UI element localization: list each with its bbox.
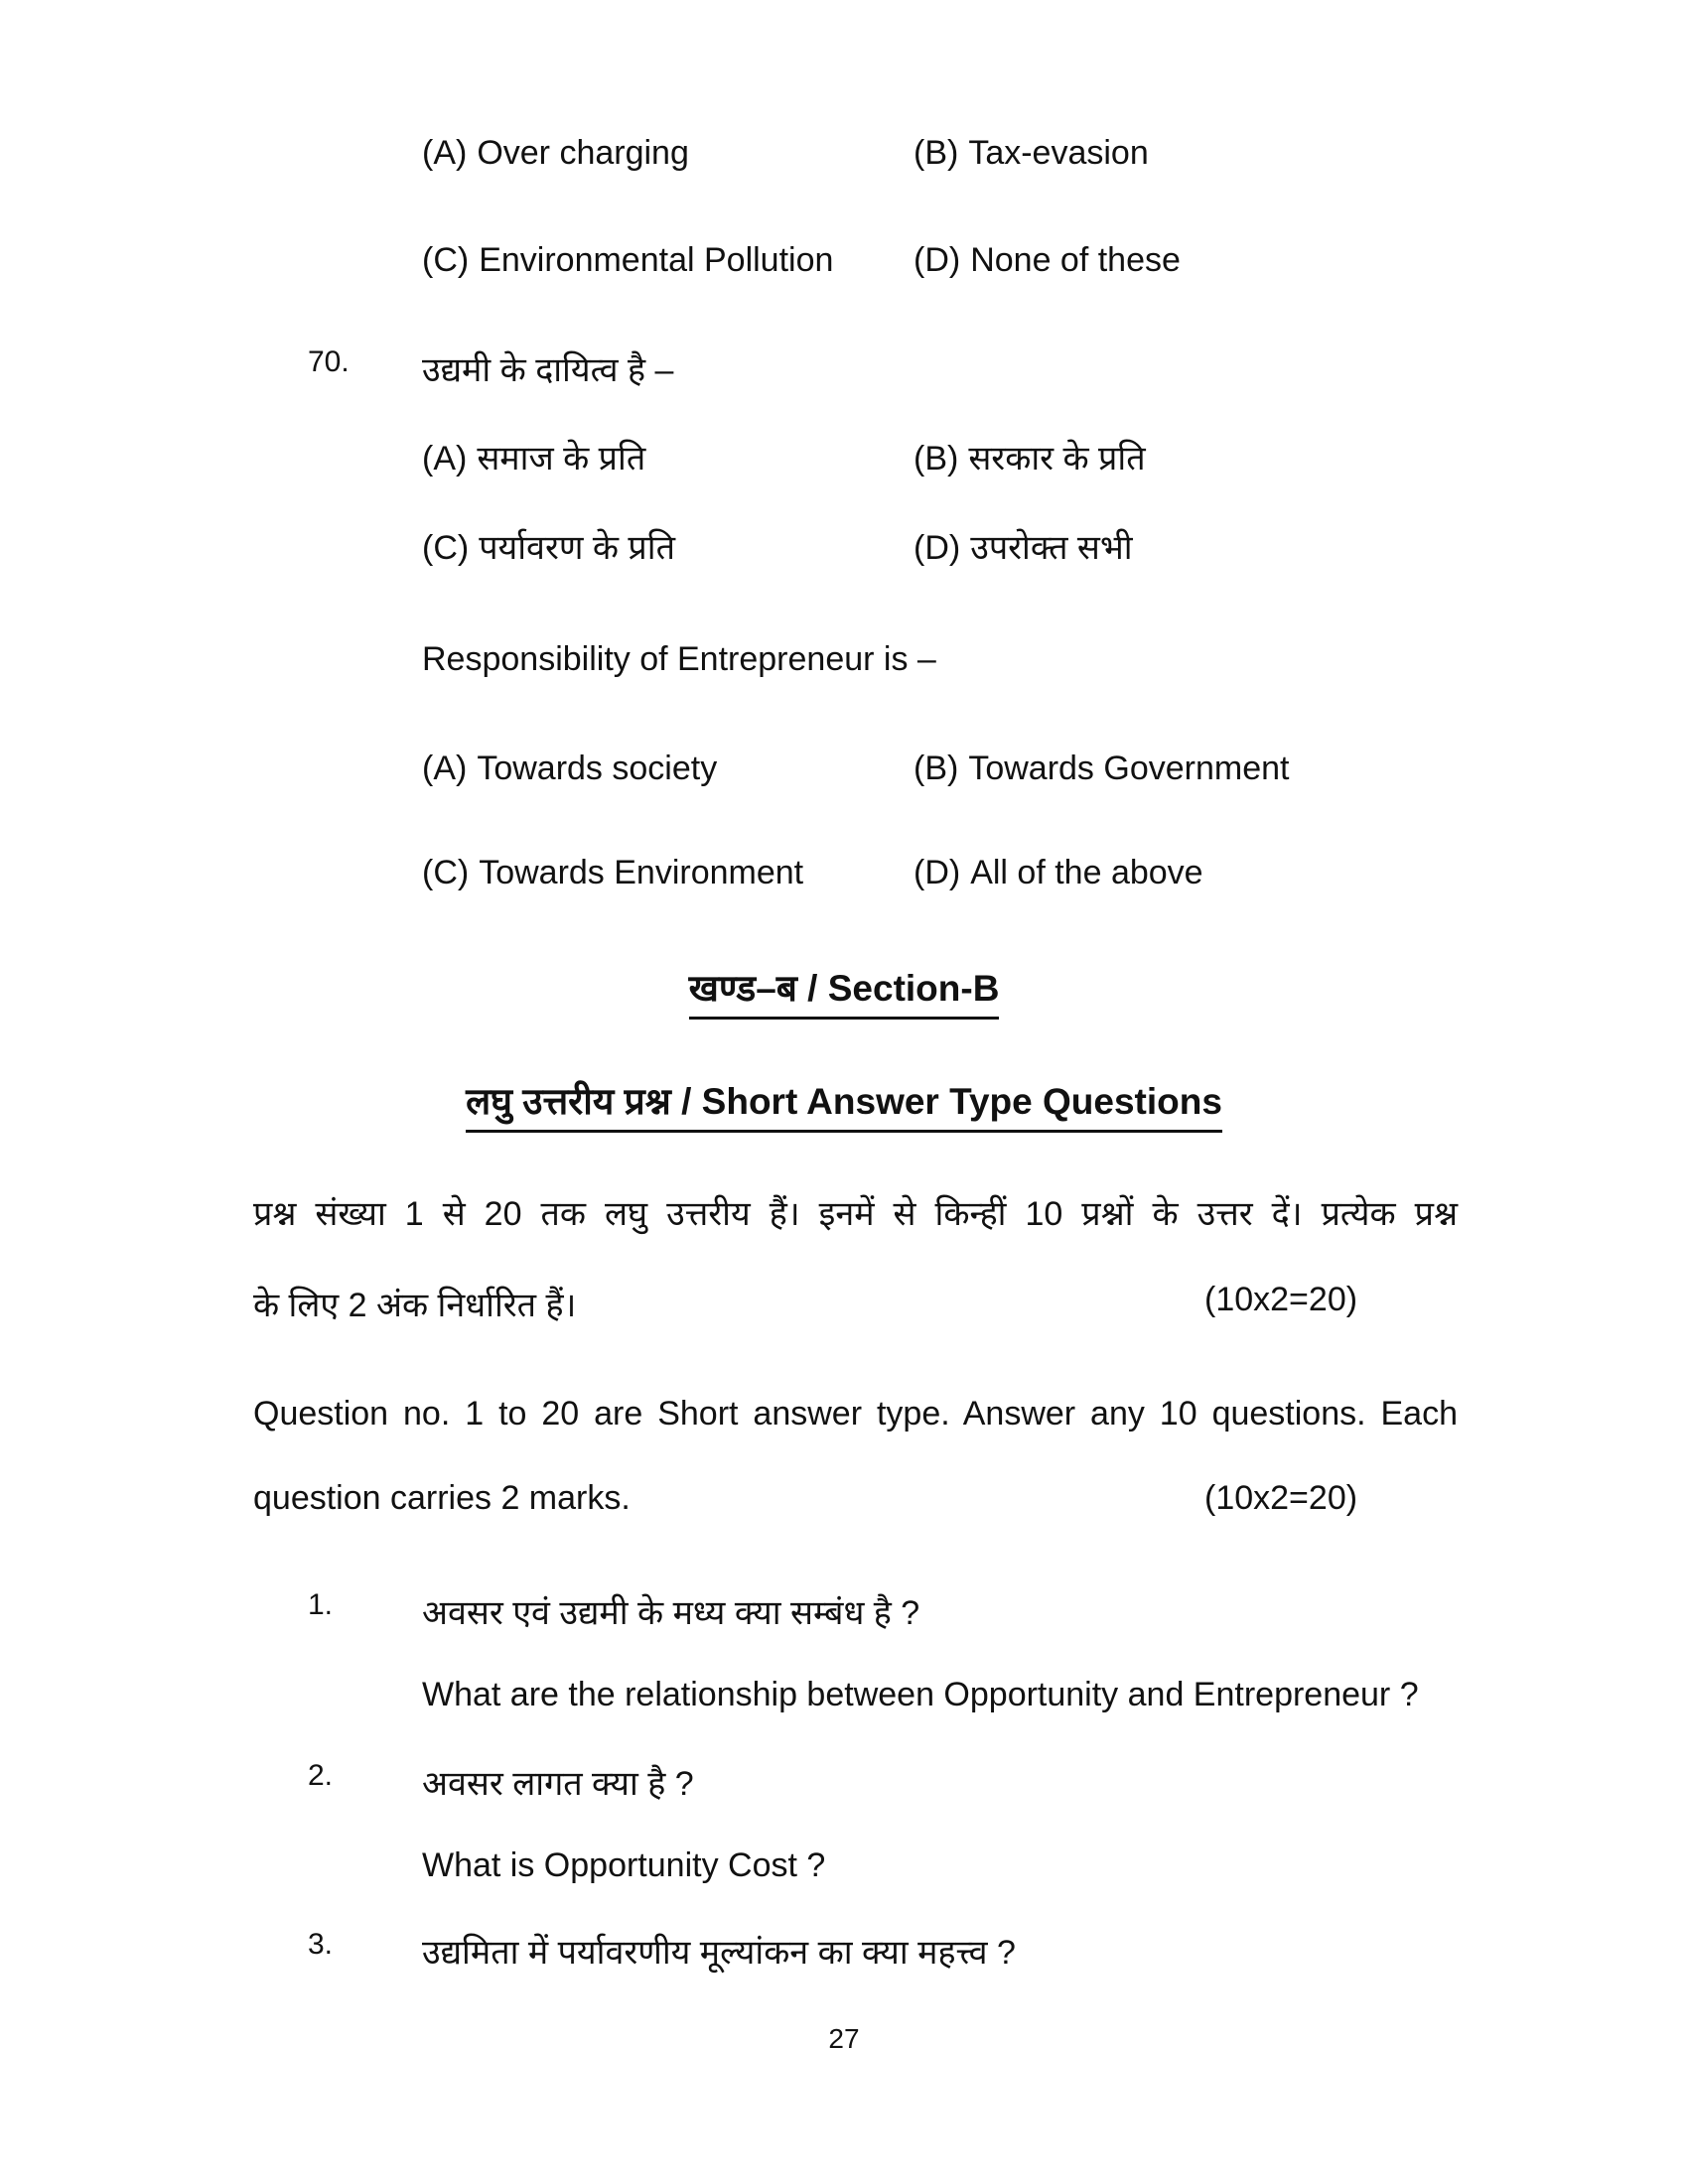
question-2-english-row bbox=[0, 1846, 1688, 1906]
q69-option-a bbox=[422, 134, 689, 173]
marks-scheme-english: (10x2=20) bbox=[1204, 1479, 1358, 1517]
question-number: 2. bbox=[308, 1759, 334, 1792]
q70-stem-hindi: उद्यमी के दायित्व है – bbox=[422, 351, 674, 389]
option-label: (D) bbox=[914, 241, 961, 279]
section-b-heading: खण्ड–ब / Section-B bbox=[689, 961, 1000, 1020]
marks-scheme-hindi: (10x2=20) bbox=[1204, 1281, 1358, 1318]
question-1-english: What are the relationship between Opportunity and Entrepreneur ? bbox=[422, 1676, 1419, 1713]
q70-english-options-row-2 bbox=[0, 854, 1688, 913]
q70-option-c-english bbox=[422, 854, 803, 892]
instructions-hindi-line-1: प्रश्न संख्या 1 से 20 तक लघु उत्तरीय हैं। इनमें से किन्हीं 10 प्रश्नों के उत्तर दें। प्रत्येक प्रश्न bbox=[253, 1195, 1458, 1233]
option-text: समाज के प्रति bbox=[477, 440, 646, 478]
option-label: (B) bbox=[914, 440, 959, 478]
option-text: None of these bbox=[970, 241, 1181, 279]
q70-option-b-hindi bbox=[914, 434, 1146, 479]
q69-option-b bbox=[914, 134, 1149, 173]
option-text: Over charging bbox=[477, 134, 689, 172]
option-text: Environmental Pollution bbox=[479, 241, 834, 279]
option-text: पर्यावरण के प्रति bbox=[479, 529, 675, 567]
q70-option-b-english bbox=[914, 750, 1289, 788]
option-label: (C) bbox=[422, 854, 470, 891]
q70-option-d-hindi bbox=[914, 523, 1133, 569]
option-label: (C) bbox=[422, 529, 470, 567]
q70-option-a-hindi bbox=[422, 434, 645, 479]
q69-options-row-2 bbox=[0, 241, 1688, 301]
option-text: Towards Government bbox=[968, 750, 1290, 787]
option-text: Towards Environment bbox=[479, 854, 804, 891]
q70-option-c-hindi bbox=[422, 523, 675, 569]
q70-stem-hindi-row bbox=[0, 345, 1688, 405]
instructions-english-line-2-text: question carries 2 marks. bbox=[253, 1479, 631, 1517]
q70-stem-english-row bbox=[0, 640, 1688, 700]
question-1-english-row bbox=[0, 1676, 1688, 1735]
instructions-hindi-line-2-text: के लिए 2 अंक निर्धारित हैं। bbox=[253, 1287, 577, 1324]
q70-option-a-english bbox=[422, 750, 717, 788]
option-text: उपरोक्त सभी bbox=[970, 529, 1133, 567]
question-3-hindi: उद्यमिता में पर्यावरणीय मूल्यांकन का क्या महत्त्व ? bbox=[422, 1934, 1016, 1972]
short-answer-heading: लघु उत्तरीय प्रश्न / Short Answer Type Questions bbox=[466, 1074, 1222, 1133]
question-number: 3. bbox=[308, 1928, 334, 1961]
q70-english-options-row-1 bbox=[0, 750, 1688, 809]
question-2-hindi: अवसर लागत क्या है ? bbox=[422, 1765, 694, 1803]
page-number: 27 bbox=[828, 2023, 860, 2054]
question-1-hindi: अवसर एवं उद्यमी के मध्य क्या सम्बंध है ? bbox=[422, 1594, 920, 1632]
instructions-hindi-line-2 bbox=[253, 1281, 1458, 1326]
option-label: (C) bbox=[422, 241, 470, 279]
question-3-hindi-row bbox=[0, 1928, 1688, 1987]
question-1-hindi-row bbox=[0, 1588, 1688, 1648]
q69-options-row-1 bbox=[0, 134, 1688, 194]
option-label: (B) bbox=[914, 134, 959, 172]
q70-hindi-options-row-2 bbox=[0, 523, 1688, 583]
option-text: All of the above bbox=[970, 854, 1203, 891]
option-label: (A) bbox=[422, 134, 468, 172]
q69-option-c bbox=[422, 241, 833, 280]
q69-option-d bbox=[914, 241, 1181, 280]
option-label: (A) bbox=[422, 440, 468, 478]
option-text: Tax-evasion bbox=[968, 134, 1149, 172]
short-answer-heading-row bbox=[0, 1074, 1688, 1133]
option-text: Towards society bbox=[477, 750, 718, 787]
question-2-english: What is Opportunity Cost ? bbox=[422, 1846, 826, 1884]
option-text: सरकार के प्रति bbox=[968, 440, 1146, 478]
q70-hindi-options-row-1 bbox=[0, 434, 1688, 493]
option-label: (A) bbox=[422, 750, 468, 787]
q70-option-d-english bbox=[914, 854, 1203, 892]
instructions-english-line-1: Question no. 1 to 20 are Short answer type. Answer any 10 questions. Each bbox=[253, 1395, 1458, 1433]
option-label: (B) bbox=[914, 750, 959, 787]
instructions-english-line-2 bbox=[253, 1479, 1458, 1518]
question-2-hindi-row bbox=[0, 1759, 1688, 1819]
option-label: (D) bbox=[914, 854, 961, 891]
section-b-heading-row bbox=[0, 961, 1688, 1020]
q70-stem-english: Responsibility of Entrepreneur is – bbox=[422, 640, 936, 678]
question-number: 70. bbox=[308, 345, 350, 378]
option-label: (D) bbox=[914, 529, 961, 567]
question-number: 1. bbox=[308, 1588, 334, 1621]
